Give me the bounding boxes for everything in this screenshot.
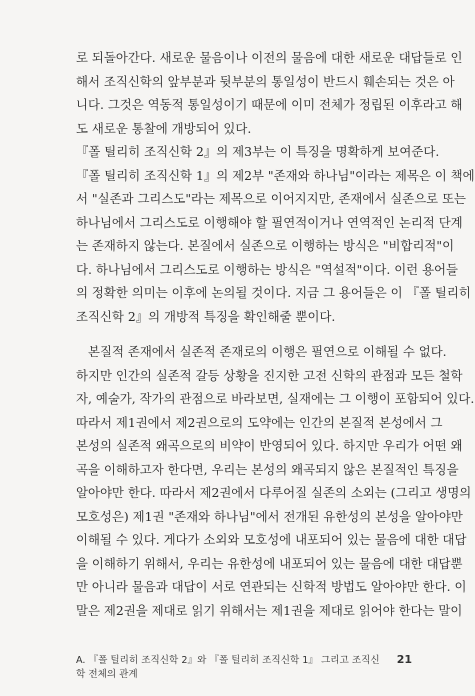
text-line: 의 정확한 의미는 이후에 논의될 것이다. 지금 그 용어들은 이 『폴 틸리히 — [76, 285, 471, 300]
page-footer — [76, 652, 412, 680]
text-line: 다. 하나님에서 그리스도로 이행하는 방식은 "역설적"이다. 이런 용어들 — [76, 261, 458, 277]
text-line: 말은 제2권을 제대로 읽기 위해서는 제1권을 제대로 읽어야 한다는 말이 — [76, 602, 463, 618]
text-line: 알아야만 한다. 따라서 제2권에서 다루어질 실존의 소외는 (그리고 생명의 — [76, 485, 472, 500]
text-line: 곡을 이해하고자 한다면, 우리는 본성의 왜곡되지 않은 본질적인 특징을 — [76, 461, 459, 477]
paragraph-1 — [76, 46, 463, 140]
text-line: 로 되돌아간다. 새로운 물음이나 이전의 물음에 대한 새로운 대답들로 인 — [76, 50, 463, 65]
text-line: 니다. 그것은 역동적 통일성이기 때문에 이미 전체가 정립된 이후라고 해 — [76, 97, 463, 112]
text-line: 서 "실존과 그리스도"라는 제목으로 이어지지만, 존재에서 실존으로 또는 — [76, 191, 467, 206]
text-line: 『폴 틸리히 조직신학 1』의 제2부 "존재와 하나님"이라는 제목은 이 책에 — [76, 167, 475, 183]
text-line: 모호성은) 제1권 "존재와 하나님"에서 전개된 유한성의 본성을 알아야만 — [76, 508, 463, 524]
text-line: 이해될 수 있다. 게다가 소외와 모호성에 내포되어 있는 물음에 대한 대답 — [76, 532, 467, 547]
text-line: 해서 조직신학의 앞부분과 뒷부분의 통일성이 반드시 훼손되는 것은 아 — [76, 73, 455, 89]
text-line: 도 새로운 통찰에 개방되어 있다. — [76, 120, 252, 136]
text-line: 하지만 인간의 실존적 갈등 상황을 진지한 고전 신학의 관점과 모든 철학 — [76, 367, 463, 383]
text-line: 조직신학 2』의 개방적 특징을 확인해줄 뿐이다. — [76, 308, 336, 324]
paragraph-gap — [76, 328, 412, 340]
body-text — [76, 46, 475, 622]
running-head: A. 『폴 틸리히 조직신학 2』와 『폴 틸리히 조직신학 1』 그리고 조직신학 전체의 관계 — [76, 655, 380, 680]
text-line: 『폴 틸리히 조직신학 2』의 제3부는 이 특징을 명확하게 보여준다. — [76, 144, 440, 159]
text-line: 는 존재하지 않는다. 본질에서 실존으로 이행하는 방식은 "비합리적"이 — [76, 238, 455, 253]
text-line: 만 아니라 물음과 대답이 서로 연관되는 신학적 방법도 알아야만 한다. 이 — [76, 579, 467, 594]
text-line: 본질적 존재에서 실존적 존재로의 이행은 필연으로 이해될 수 없다. — [88, 344, 447, 359]
text-line: 따라서 제1권에서 제2권으로의 도약에는 인간의 본질적 본성에서 그 — [76, 414, 443, 430]
paragraph-2 — [76, 140, 475, 328]
paragraph-3 — [76, 340, 475, 622]
text-line: 본성의 실존적 왜곡으로의 비약이 반영되어 있다. 하지만 우리가 어떤 왜 — [76, 438, 463, 453]
text-line: 자, 예술가, 작가의 관점으로 바라보면, 실재에는 그 이행이 포함되어 있다. — [76, 391, 475, 406]
page-number: 21 — [396, 653, 412, 666]
text-line: 하나님에서 그리스도로 이행해야 할 필연적이거나 연역적인 논리적 단계 — [76, 214, 463, 230]
text-line: 을 이해하기 위해서, 우리는 유한성에 내포되어 있는 물음에 대한 대답뿐 — [76, 555, 463, 571]
